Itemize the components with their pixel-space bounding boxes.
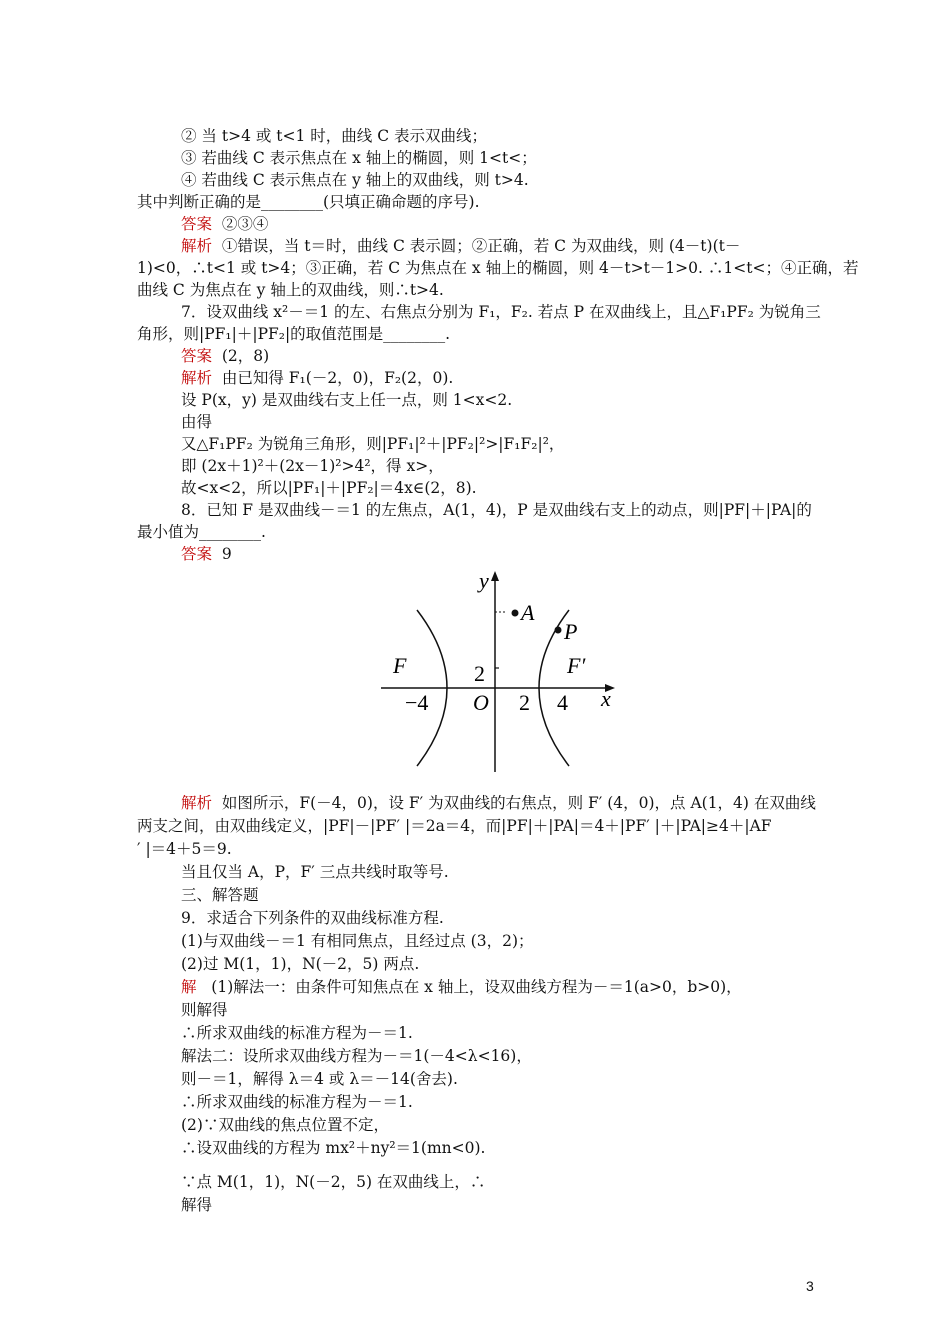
text-line: ∵点 M(1，1)，N(－2，5) 在双曲线上，∴: [181, 1173, 486, 1191]
label-origin: O: [473, 690, 489, 715]
hyperbola-figure: [373, 558, 621, 776]
text-line: 即 (2x＋1)²＋(2x－1)²>4²，得 x>，: [181, 457, 444, 475]
label-x-neg4: −4: [405, 690, 429, 715]
text-line: ′ |＝4＋5＝9.: [137, 840, 232, 858]
label-p: P: [564, 619, 578, 644]
hyperbola-diagram: [373, 558, 621, 776]
label-y-tick-2: 2: [474, 661, 485, 686]
label-x: x: [601, 686, 611, 711]
text-line: 解得: [181, 1196, 213, 1214]
solution-line: [181, 976, 742, 998]
analysis-label: 解析: [181, 794, 213, 812]
analysis-text: ①错误，当 t＝时，曲线 C 表示圆；②正确，若 C 为双曲线，则 (4－t)(t－: [221, 237, 741, 255]
text-line: ∴所求双曲线的标准方程为－＝1.: [181, 1093, 413, 1111]
answer-value: (2，8): [221, 347, 270, 365]
answer-line: [181, 543, 232, 565]
text-line: 故<x<2，所以|PF₁|＋|PF₂|＝4x∈(2，8).: [181, 479, 477, 497]
analysis-line: [181, 792, 816, 814]
question-9: 9．求适合下列条件的双曲线标准方程.: [181, 909, 444, 927]
analysis-label: 解析: [181, 237, 213, 255]
text-line: (2)过 M(1，1)，N(－2，5) 两点.: [181, 955, 420, 973]
solution-text: (1)解法一：由条件可知焦点在 x 轴上，设双曲线方程为－＝1(a>0，b>0)，: [211, 978, 742, 996]
text-line: ④ 若曲线 C 表示焦点在 y 轴上的双曲线，则 t>4.: [181, 171, 529, 189]
question-7: 7．设双曲线 x²－＝1 的左、右焦点分别为 F₁，F₂. 若点 P 在双曲线上，且△F₁PF₂ 为锐角三: [181, 303, 821, 321]
text-line: ∴所求双曲线的标准方程为－＝1.: [181, 1024, 413, 1042]
text-line: 当且仅当 A，P，F′ 三点共线时取等号.: [181, 863, 449, 881]
answer-label: 答案: [181, 545, 213, 563]
answer-value: 9: [221, 545, 232, 563]
answer-value: ②③④: [221, 215, 269, 233]
text-line: ② 当 t>4 或 t<1 时，曲线 C 表示双曲线；: [181, 127, 488, 145]
label-y: y: [479, 568, 489, 593]
text-line: ③ 若曲线 C 表示焦点在 x 轴上的椭圆，则 1<t<；: [181, 149, 537, 167]
analysis-text: 如图所示，F(－4，0)，设 F′ 为双曲线的右焦点，则 F′ (4，0)，点 A(1，4) 在双曲线: [221, 794, 816, 812]
text-line: 设 P(x，y) 是双曲线右支上任一点，则 1<x<2.: [181, 391, 513, 409]
text-line: 最小值为________.: [137, 523, 266, 541]
page-number: 3: [806, 1278, 814, 1294]
text-line: 两支之间，由双曲线定义，|PF|－|PF′ |＝2a＝4，而|PF|＋|PA|＝4＋|PF′ |＋|PA|≥4＋|AF: [137, 817, 772, 835]
text-line: (1)与双曲线－＝1 有相同焦点，且经过点 (3，2)；: [181, 932, 534, 950]
question-8: 8．已知 F 是双曲线－＝1 的左焦点，A(1，4)，P 是双曲线右支上的动点，则|PF|＋|PA|的: [181, 501, 812, 519]
text-line: 解法二：设所求双曲线方程为－＝1(－4<λ<16)，: [181, 1047, 532, 1065]
answer-line: [181, 345, 269, 367]
text-line: 由得: [181, 413, 213, 431]
analysis-line: [181, 235, 740, 257]
label-x-4: 4: [557, 690, 568, 715]
label-x-2: 2: [519, 690, 530, 715]
text-line: 其中判断正确的是________(只填正确命题的序号).: [137, 193, 480, 211]
section-heading: 三、解答题: [181, 886, 259, 904]
label-f-prime: F′: [567, 653, 586, 678]
answer-label: 答案: [181, 215, 213, 233]
text-line: 1)<0，∴t<1 或 t>4；③正确，若 C 为焦点在 x 轴上的椭圆，则 4－t>t－1>0. ∴1<t<；④正确，若: [137, 259, 859, 277]
text-line: 角形，则|PF₁|＋|PF₂|的取值范围是________.: [137, 325, 451, 343]
analysis-text: 由已知得 F₁(－2，0)，F₂(2，0).: [221, 369, 454, 387]
point-a: [512, 610, 519, 617]
label-f: F: [393, 653, 407, 678]
analysis-label: 解析: [181, 369, 213, 387]
text-line: 则－＝1，解得 λ＝4 或 λ＝－14(舍去).: [181, 1070, 458, 1088]
text-line: 则解得: [181, 1001, 228, 1019]
text-line: 曲线 C 为焦点在 y 轴上的双曲线，则∴t>4.: [137, 281, 444, 299]
answer-line: [181, 213, 268, 235]
text-line: ∴设双曲线的方程为 mx²＋ny²＝1(mn<0).: [181, 1139, 486, 1157]
answer-label: 答案: [181, 347, 213, 365]
analysis-line: [181, 367, 453, 389]
text-line: 又△F₁PF₂ 为锐角三角形，则|PF₁|²＋|PF₂|²>|F₁F₂|²，: [181, 435, 565, 453]
text-line: (2)∵双曲线的焦点位置不定，: [181, 1116, 389, 1134]
solution-label: 解: [181, 978, 197, 996]
label-a: A: [521, 600, 535, 625]
point-p: [555, 627, 562, 634]
